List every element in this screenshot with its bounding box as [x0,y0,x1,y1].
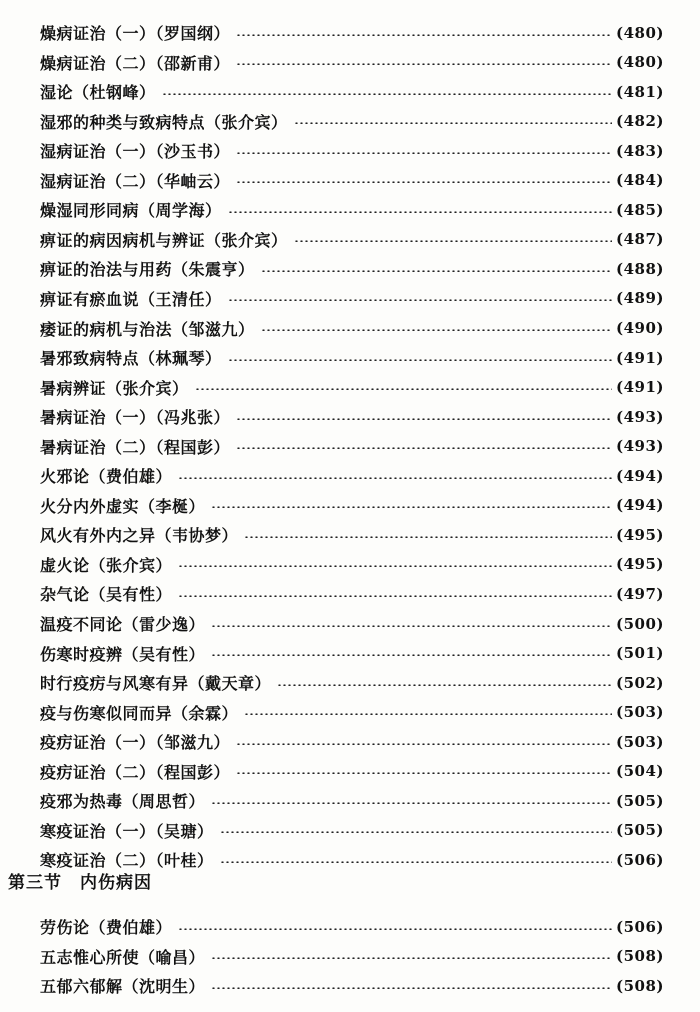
toc-entry [40,609,664,638]
dot-leader [261,329,612,331]
dot-leader [178,595,612,597]
toc-entry-title: 燥病证治（二）（邵新甫） [40,53,231,73]
toc-entry-title: 痹证的治法与用药（朱震亨） [40,260,255,280]
toc-entry-title: 湿病证治（二）（华岫云） [40,171,231,191]
toc-entry [40,432,664,461]
dot-leader [195,388,612,390]
toc-entry [40,373,664,402]
dot-leader [211,625,612,627]
toc-entry-title: 暑病证治（二）（程国彭） [40,437,231,457]
toc-entry [40,757,664,786]
toc-entry-title: 劳伤论（费伯雄） [40,918,173,937]
toc-entry-page: (506) [615,850,664,869]
toc-entry [40,166,664,195]
toc-entry-title: 湿病证治（一）（沙玉书） [40,142,231,162]
dot-leader [211,802,612,804]
toc-entry-title: 疫邪为热毒（周思哲） [40,792,206,812]
toc-entry-page: (484) [615,171,664,190]
dot-leader [211,957,612,959]
toc-entry-page: (508) [615,976,664,995]
dot-leader [162,93,612,95]
toc-entry-page: (508) [615,947,664,965]
toc-entry-title: 寒疫证治（二）（叶桂） [40,851,214,871]
toc-entry-title: 暑病辨证（张介宾） [40,378,189,398]
toc-entry-title: 火邪论（费伯雄） [40,467,173,487]
dot-leader [244,713,612,715]
dot-leader [236,418,612,420]
toc-entry-title: 温疫不同论（雷少逸） [40,615,206,634]
toc-entry [40,579,664,608]
toc-entry-title: 暑病证治（一）（冯兆张） [40,408,231,428]
toc-entry-page: (491) [615,348,664,367]
toc-entry-page: (481) [615,82,664,101]
toc-entry-title: 燥病证治（一）（罗国纲） [40,24,231,43]
dot-leader [220,861,612,863]
toc-entry-title: 寒疫证治（一）（吴瑭） [40,821,214,841]
toc-entry-page: (494) [615,496,664,515]
dot-leader [220,831,612,833]
toc-entry-page: (489) [615,289,664,308]
section-heading: 第三节 内伤病因 [8,873,152,893]
dot-leader [228,299,612,301]
toc-entry-page: (500) [615,614,664,633]
toc-entry [40,786,664,815]
toc-entry-title: 伤寒时疫辨（吴有性） [40,644,206,664]
dot-leader [211,987,612,989]
toc-entry-title: 风火有外内之异（韦协梦） [40,526,239,546]
toc-entry-title: 五郁六郁解（沈明生） [40,977,206,996]
dot-leader [236,34,612,36]
toc-entry-title: 疫疠证治（一）（邹滋九） [40,733,231,753]
toc-entry [40,639,664,668]
dot-leader [244,536,612,538]
dot-leader [211,654,612,656]
toc-entry-page: (503) [615,703,664,722]
toc-entry [40,48,664,77]
toc-entry-page: (495) [615,555,664,574]
toc-entry [40,314,664,343]
toc-entry-title: 痹证的病因病机与辨证（张介宾） [40,230,288,250]
toc-entry-page: (497) [615,584,664,603]
dot-leader [228,211,612,213]
toc-entry-page: (493) [615,437,664,456]
dot-leader [178,477,612,479]
dot-leader [294,122,612,124]
toc-entry [40,550,664,579]
dot-leader [236,63,612,65]
toc-entry-page: (490) [615,319,664,337]
toc-entry [40,254,664,283]
toc-entry [40,520,664,549]
toc-entry [40,727,664,756]
toc-entry-title: 痹证有瘀血说（王清任） [40,289,222,309]
toc-entry-title: 燥湿同形同病（周学海） [40,201,222,221]
toc-entry [40,668,664,697]
toc-entry [40,18,664,47]
toc-entry-page: (503) [615,732,664,751]
toc-entry [40,491,664,520]
toc-entry [40,461,664,490]
toc-entry [40,698,664,727]
toc-entry [40,225,664,254]
toc-entry-page: (506) [615,917,664,936]
toc-entry-page: (494) [615,466,664,485]
dot-leader [178,928,612,930]
dot-leader [236,772,612,774]
toc-entry-page: (480) [615,53,664,72]
toc-entry [40,912,664,941]
toc-entry-title: 湿论（杜钢峰） [40,83,156,103]
toc-entry-title: 疫与伤寒似同而异（余霖） [40,703,239,723]
toc-entry [40,942,664,971]
toc-entry-page: (505) [615,791,664,810]
dot-leader [294,240,612,242]
toc-entry-page: (491) [615,378,664,397]
dot-leader [211,506,612,508]
toc-entry-title: 时行疫疠与风寒有异（戴天章） [40,674,272,694]
dot-leader [236,152,612,154]
toc-entry-page: (483) [615,141,664,160]
toc-entry-page: (504) [615,762,664,781]
toc-entry [40,343,664,372]
dot-leader [261,270,612,272]
toc-entry-page: (502) [615,673,664,692]
toc-entry-page: (495) [615,525,664,544]
toc-entry-page: (501) [615,644,664,663]
toc-entry-page: (485) [615,200,664,219]
toc-entry-title: 五志惟心所使（喻昌） [40,947,206,967]
toc-entry-title: 杂气论（吴有性） [40,585,173,605]
toc-entry-title: 暑邪致病特点（林珮琴） [40,349,222,369]
dot-leader [236,743,612,745]
dot-leader [277,684,612,686]
toc-entry-title: 疫疠证治（二）（程国彭） [40,762,231,782]
toc-entry-page: (487) [615,230,664,249]
dot-leader [236,447,612,449]
toc-entry-page: (493) [615,407,664,426]
toc-entry-page: (480) [615,23,664,42]
toc-entry-title: 湿邪的种类与致病特点（张介宾） [40,112,288,132]
toc-entry-page: (482) [615,112,664,131]
toc-entry [40,284,664,313]
dot-leader [178,565,612,567]
dot-leader [236,181,612,183]
toc-entry [40,136,664,165]
toc-entry [40,971,664,1000]
toc-entry [40,402,664,431]
toc-entry-page: (505) [615,821,664,840]
toc-entry-title: 火分内外虚实（李梴） [40,496,206,516]
toc-entry [40,107,664,136]
toc-entry [40,816,664,845]
toc-entry [40,195,664,224]
toc-entry [40,77,664,106]
dot-leader [228,359,612,361]
toc-entry-page: (488) [615,259,664,278]
toc-entry-title: 虚火论（张介宾） [40,555,173,575]
toc-entry-title: 痿证的病机与治法（邹滋九） [40,319,255,339]
